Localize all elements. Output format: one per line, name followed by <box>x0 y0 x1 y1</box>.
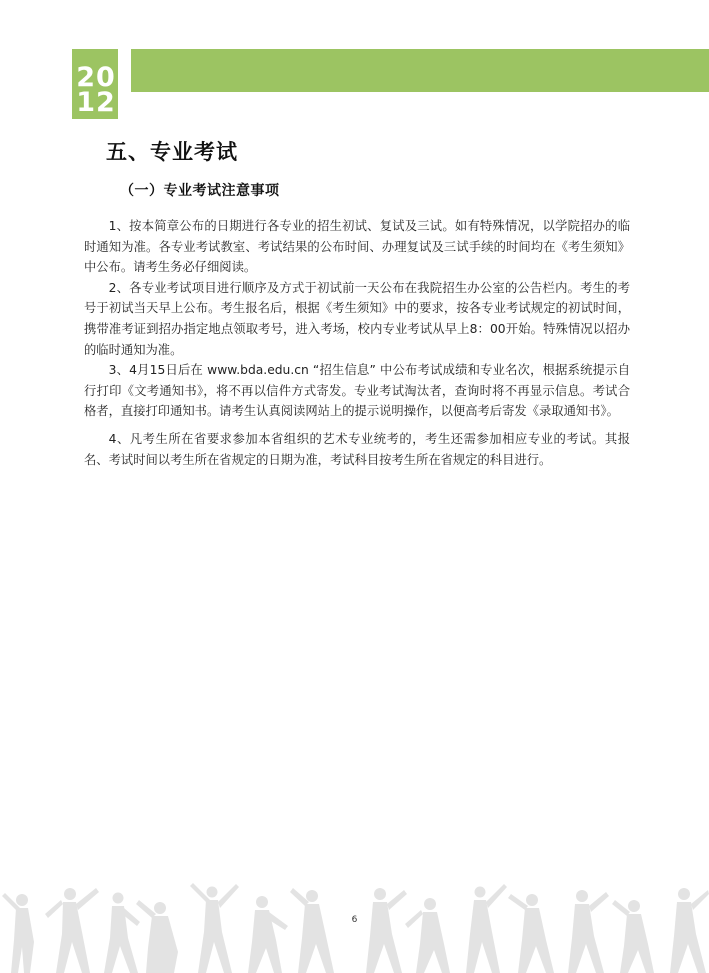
year-bottom-digits: 12 <box>76 87 116 118</box>
subsection-title: （一）专业考试注意事项 <box>120 183 280 199</box>
page-number: 6 <box>351 915 358 925</box>
paragraph-4: 4、凡考生所在省要求参加本省组织的艺术专业统考的，考生还需参加相应专业的考试。其报名、考试时间以考生所在省规定的日期为准，考试科目按考生所在省规定的科目进行。 <box>84 431 630 467</box>
section-title: 五、专业考试 <box>106 140 238 164</box>
body-text <box>84 216 630 470</box>
paragraph-2: 2、各专业考试项目进行顺序及方式于初试前一天公布在我院招生办公室的公告栏内。考生的考号于初试当天早上公布。考生报名后，根据《考生须知》中的要求，按各专业考试规定的初试时间，携带准考证到招办指定地点领取考号，进入考场，校内专业考试从早上8：00开始。特殊情况以招办的临时通知为准。 <box>84 280 630 357</box>
header-bar <box>131 49 709 92</box>
paragraph-3: 3、4月15日后在 www.bda.edu.cn “招生信息” 中公布考试成绩和专业名次，根据系统提示自行打印《文考通知书》，将不再以信件方式寄发。专业考试淘汰者，查询时将不再显示信息。考试合格者，直接打印通知书。请考生认真阅读网站上的提示说明操作，以便高考后寄发《录取通知书》。 <box>84 363 630 419</box>
dancer-silhouettes-decoration <box>0 882 709 973</box>
paragraph-1: 1、按本简章公布的日期进行各专业的招生初试、复试及三试。如有特殊情况，以学院招办的临时通知为准。各专业考试教室、考试结果的公布时间、办理复试及三试手续的时间均在《考生须知》中公布。请考生务必仔细阅读。 <box>84 219 630 275</box>
year-top-digits: 20 <box>76 62 116 93</box>
